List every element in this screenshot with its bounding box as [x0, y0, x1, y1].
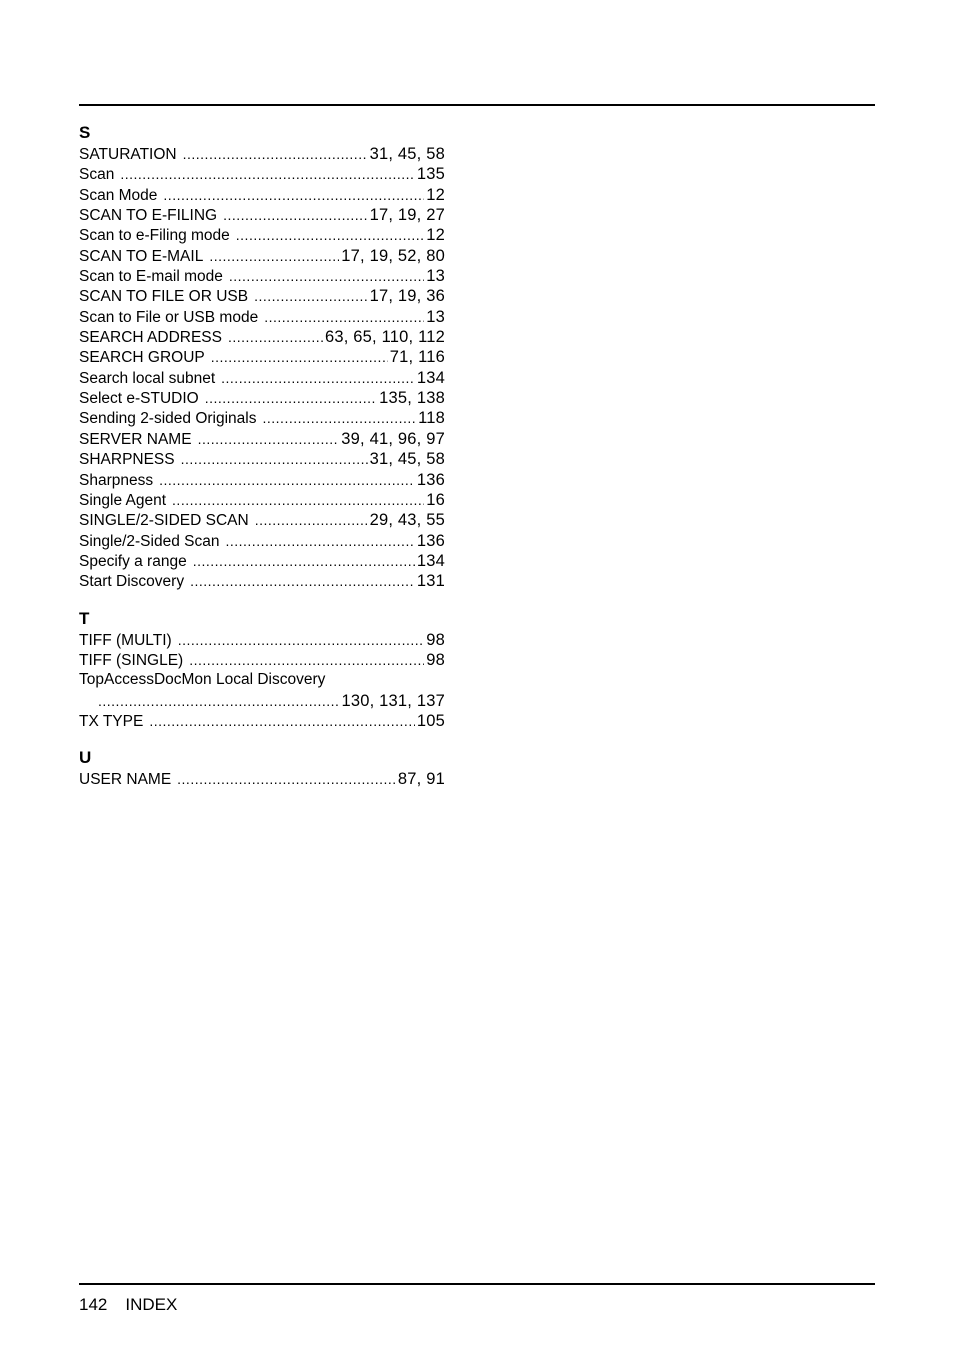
index-entry — [79, 510, 445, 530]
index-term: TIFF (MULTI) — [79, 631, 172, 649]
index-entry — [79, 630, 445, 650]
index-page-numbers: 17, 19, 27 — [369, 206, 445, 225]
index-term: Search local subnet — [79, 369, 216, 387]
index-entry — [79, 164, 445, 184]
index-term: Select e-STUDIO — [79, 390, 199, 408]
page-footer — [79, 1294, 177, 1316]
dot-leader — [190, 571, 415, 591]
footer-section-title: INDEX — [125, 1295, 178, 1314]
index-entry — [79, 571, 445, 591]
index-term: TIFF (SINGLE) — [79, 651, 184, 669]
index-entry — [79, 429, 445, 449]
footer-rule — [79, 1283, 875, 1285]
index-page-numbers: 29, 43, 55 — [369, 511, 445, 530]
dot-leader — [172, 490, 424, 510]
dot-leader — [198, 429, 340, 449]
index-entry — [79, 266, 445, 286]
index-entry — [79, 449, 445, 469]
dot-leader — [159, 470, 415, 490]
index-term: Scan Mode — [79, 186, 158, 204]
index-term: SERVER NAME — [79, 430, 192, 448]
header-rule — [79, 104, 875, 106]
dot-leader — [193, 551, 415, 571]
index-page-numbers: 12 — [426, 185, 445, 204]
dot-leader — [209, 246, 339, 266]
dot-leader — [205, 388, 377, 408]
index-page-numbers: 130, 131, 137 — [341, 691, 445, 710]
dot-leader — [225, 531, 414, 551]
index-entry — [79, 711, 445, 731]
index-page-numbers: 13 — [426, 307, 445, 326]
index-entry — [79, 327, 445, 347]
index-page-numbers: 136 — [416, 531, 445, 550]
dot-leader — [163, 185, 424, 205]
index-page-numbers: 17, 19, 52, 80 — [341, 246, 445, 265]
index-page-numbers: 134 — [416, 368, 445, 387]
index-entry — [79, 470, 445, 490]
index-page-numbers: 98 — [426, 650, 445, 669]
dot-leader — [177, 769, 396, 789]
index-page-numbers: 87, 91 — [397, 770, 445, 789]
index-term: SATURATION — [79, 146, 177, 163]
index-entry — [79, 205, 445, 225]
index-term: Scan to E-mail mode — [79, 268, 223, 286]
index-entry — [79, 670, 445, 711]
page-number: 142 — [79, 1295, 108, 1314]
index-entry — [79, 650, 445, 670]
index-entry — [79, 286, 445, 306]
index-page-numbers: 16 — [426, 490, 445, 509]
index-term: SCAN TO FILE OR USB — [79, 288, 249, 306]
index-page-numbers: 17, 19, 36 — [369, 287, 445, 306]
dot-leader — [178, 630, 425, 650]
index-entry-continuation — [79, 691, 445, 711]
dot-leader — [263, 408, 417, 428]
index-term: Specify a range — [79, 552, 187, 570]
index-page-numbers: 105 — [416, 711, 445, 730]
dot-leader — [228, 327, 323, 347]
index-term: Single/2-Sided Scan — [79, 532, 220, 550]
index-page-numbers: 135 — [416, 165, 445, 184]
section-letter: S — [79, 123, 91, 142]
index-term: USER NAME — [79, 771, 172, 789]
index-term: Scan to File or USB mode — [79, 308, 259, 326]
dot-leader — [223, 205, 368, 225]
dot-leader — [254, 286, 367, 306]
index-term: SEARCH GROUP — [79, 349, 205, 367]
index-page-numbers: 12 — [426, 226, 445, 245]
section-letter: T — [79, 608, 90, 628]
index-page-numbers: 31, 45, 58 — [369, 450, 445, 469]
index-page-numbers: 39, 41, 96, 97 — [341, 429, 445, 448]
index-page-numbers: 71, 116 — [389, 348, 445, 367]
index-column — [79, 121, 445, 790]
dot-leader — [181, 449, 368, 469]
dot-leader — [120, 164, 415, 184]
index-term: Start Discovery — [79, 573, 185, 591]
index-term: SINGLE/2-SIDED SCAN — [79, 512, 249, 530]
dot-leader — [264, 307, 424, 327]
dot-leader — [221, 368, 415, 388]
index-entry — [79, 246, 445, 266]
index-entry — [79, 144, 445, 164]
index-entry — [79, 531, 445, 551]
index-entry — [79, 490, 445, 510]
section-letter: U — [79, 748, 92, 768]
index-entry — [79, 307, 445, 327]
index-term: Single Agent — [79, 491, 167, 509]
dot-leader — [149, 711, 415, 731]
index-page-numbers: 31, 45, 58 — [369, 145, 445, 163]
index-term: Sending 2-sided Originals — [79, 410, 257, 428]
index-section-t — [79, 607, 445, 732]
index-page-numbers: 136 — [416, 470, 445, 489]
dot-leader — [236, 225, 424, 245]
index-entry — [79, 185, 445, 205]
dot-leader — [189, 650, 424, 670]
index-term: Scan to e-Filing mode — [79, 227, 230, 245]
index-page-numbers: 135, 138 — [379, 389, 445, 408]
index-entry — [79, 408, 445, 428]
index-entry — [79, 347, 445, 367]
index-page-numbers: 134 — [416, 551, 445, 570]
index-section-u — [79, 746, 445, 789]
index-term: SCAN TO E-MAIL — [79, 247, 204, 265]
dot-leader — [183, 144, 368, 164]
index-term: Scan — [79, 166, 115, 184]
index-page-numbers: 13 — [426, 267, 445, 286]
index-term: TopAccessDocMon Local Discovery — [79, 671, 326, 689]
dot-leader — [98, 691, 339, 711]
index-page-numbers: 131 — [416, 572, 445, 591]
dot-leader — [211, 347, 388, 367]
index-entry — [79, 225, 445, 245]
index-page-numbers: 118 — [418, 409, 445, 428]
index-entry — [79, 368, 445, 388]
index-term: SHARPNESS — [79, 451, 175, 469]
index-page-numbers: 98 — [426, 630, 445, 649]
index-section-s — [79, 121, 445, 592]
index-entry — [79, 769, 445, 789]
index-entry — [79, 551, 445, 571]
index-entry — [79, 388, 445, 408]
dot-leader — [255, 510, 368, 530]
index-term: SCAN TO E-FILING — [79, 207, 218, 225]
index-term: Sharpness — [79, 471, 154, 489]
index-page-numbers: 63, 65, 110, 112 — [324, 328, 445, 347]
index-term: TX TYPE — [79, 712, 144, 730]
dot-leader — [229, 266, 424, 286]
index-term: SEARCH ADDRESS — [79, 329, 222, 347]
